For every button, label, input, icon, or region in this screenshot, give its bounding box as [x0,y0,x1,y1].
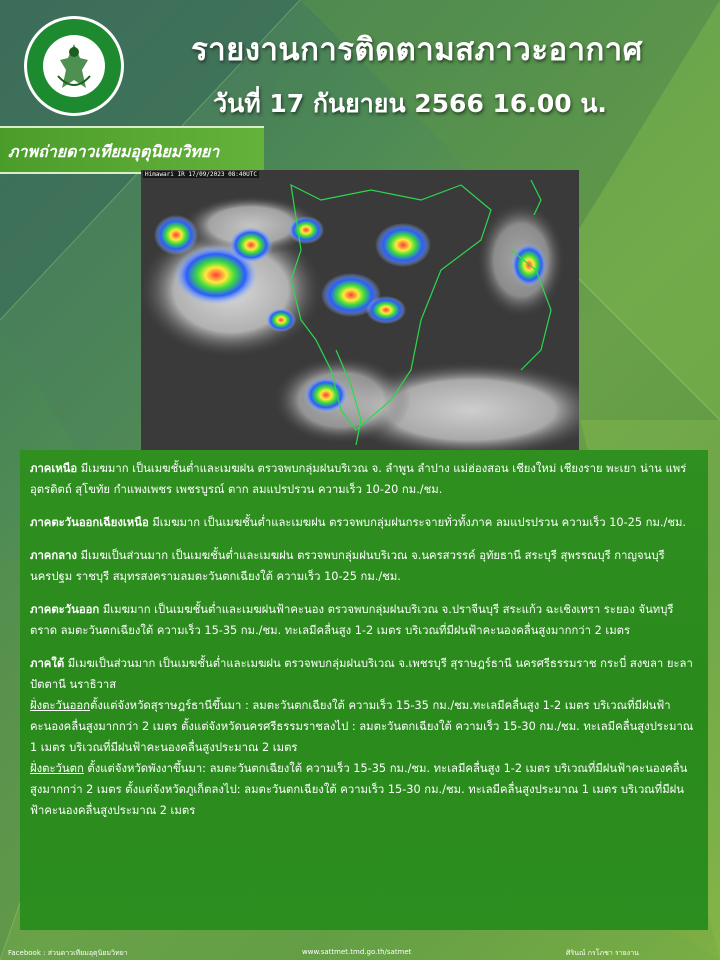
region-north [30,458,694,500]
tmd-logo [22,14,126,118]
region-north-head: ภาคเหนือ [30,462,78,475]
footer-reporter: ศิรินณ์ กรโภชา รายงาน [566,949,639,957]
region-south-body: มีเมฆเป็นส่วนมาก เป็นเมฆชั้นต่ำและเมฆฝน ตรวจพบกลุ่มฝนบริเวณ จ.เพชรบุรี สุราษฎร์ธานี นครศรีธรรมราช กระบี่ สงขลา ยะลา ปัตตานี นราธิวาส [30,657,693,691]
weather-report-panel [20,450,708,930]
south-west-coast-label: ฝั่งตะวันตก [30,762,84,775]
region-central-head: ภาคกลาง [30,549,77,562]
footer [0,946,720,960]
region-east-body: มีเมฆมาก เป็นเมฆชั้นต่ำและเมฆฝนฟ้าคะนอง ตรวจพบกลุ่มฝนบริเวณ จ.ปราจีนบุรี สระแก้ว ฉะเชิงเทรา ระยอง จันทบุรี ตราด ลมตะวันตกเฉียงใต้ ความเร็ว 15-35 กม./ชม. ทะเลมีคลื่นสูง 1-2 เมตร บริเวณที่มีฝนฟ้าคะนองคลื่นสูงมากกว่า 2 เมตร [30,603,674,637]
region-south [30,653,694,821]
region-northeast-head: ภาคตะวันออกเฉียงเหนือ [30,516,149,529]
region-northeast [30,512,694,533]
region-central [30,545,694,587]
region-east [30,599,694,641]
footer-facebook: Facebook : ส่วนดาวเทียมอุตุนิยมวิทยา [8,949,128,957]
south-east-coast-body: ตั้งแต่จังหวัดสุราษฎร์ธานีขึ้นมา : ลมตะวันตกเฉียงใต้ ความเร็ว 15-35 กม./ชม.ทะเลมีคลื่นสูง 1-2 เมตร บริเวณที่มีฝนฟ้าคะนองคลื่นสูงมากกว่า 2 เมตร ตั้งแต่จังหวัดนครศรีธรรมราชลงไป : ลมตะวันตกเฉียงใต้ ความเร็ว 15-30 กม./ชม. ทะเลมีคลื่นสูงประมาณ 1 เมตร บริเวณที่มีฝนฟ้าคะนองคลื่นสูงประมาณ 2 เมตร [30,699,694,754]
footer-website: www.sattmet.tmd.go.th/satmet [302,948,412,956]
satellite-caption: Himawari IR 17/09/2023 08:40UTC [145,171,257,178]
section-label: ภาพถ่ายดาวเทียมอุตุนิยมวิทยา [0,126,264,174]
region-east-head: ภาคตะวันออก [30,603,100,616]
region-north-body: มีเมฆมาก เป็นเมฆชั้นต่ำและเมฆฝน ตรวจพบกลุ่มฝนบริเวณ จ. ลำพูน ลำปาง แม่ฮ่องสอน เชียงใหม่ เชียงราย พะเยา น่าน แพร่ อุตรดิตถ์ สุโขทัย กำแพงเพชร เพชรบูรณ์ ตาก ลมแปรปรวน ความเร็ว 10-20 กม./ชม. [30,462,687,496]
region-central-body: มีเมฆเป็นส่วนมาก เป็นเมฆชั้นต่ำและเมฆฝน ตรวจพบกลุ่มฝนบริเวณ จ.นครสวรรค์ อุทัยธานี สระบุรี สุพรรณบุรี กาญจนบุรี นครปฐม ราชบุรี สมุทรสงครามลมตะวันตกเฉียงใต้ ความเร็ว 10-25 กม./ชม. [30,549,665,583]
satellite-image [141,170,579,450]
south-east-coast-label: ฝั่งตะวันออก [30,699,91,712]
region-south-head: ภาคใต้ [30,657,65,670]
report-title: รายงานการติดตามสภาวะอากาศ [191,32,643,68]
region-northeast-body: มีเมฆมาก เป็นเมฆชั้นต่ำและเมฆฝน ตรวจพบกลุ่มฝนกระจายทั่วทั้งภาค ลมแปรปรวน ความเร็ว 10-25 กม./ชม. [148,516,687,529]
south-west-coast-body: ตั้งแต่จังหวัดพังงาขึ้นมา: ลมตะวันตกเฉียงใต้ ความเร็ว 15-35 กม./ชม. ทะเลมีคลื่นสูง 1-2 เมตร บริเวณที่มีฝนฟ้าคะนองคลื่นสูงมากกว่า 2 เมตร ตั้งแต่จังหวัดภูเก็ตลงไป: ลมตะวันตกเฉียงใต้ ความเร็ว 15-30 กม./ชม. ทะเลมีคลื่นสูงประมาณ 1 เมตร บริเวณที่มีฝนฟ้าคะนองคลื่นสูงประมาณ 2 เมตร [30,762,688,817]
report-date: วันที่ 17 กันยายน 2566 16.00 น. [213,89,607,118]
